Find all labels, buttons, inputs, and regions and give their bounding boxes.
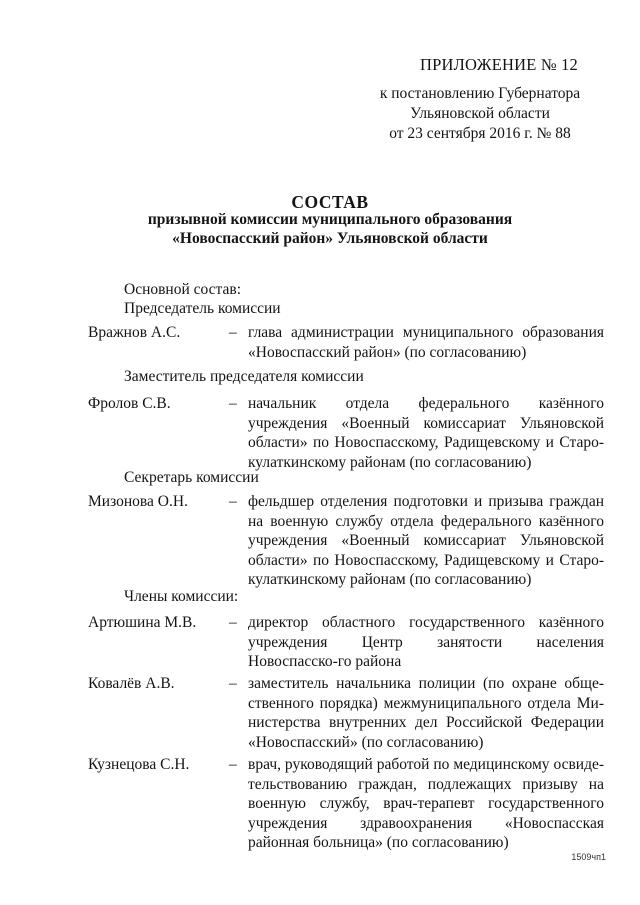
member-dash: –	[229, 614, 237, 631]
document-title: СОСТАВ	[291, 192, 369, 212]
section-chairman: Председатель комиссии	[124, 300, 281, 317]
member-description: фельдшер отделения подготовки и призыва граждан на военную службу отдела федерального казённого учреждения «Военный комиссариат Ульяновской области» по Новоспасскому, Радищевскому и Старо-кулаткинскому районам (по согласованию)	[248, 493, 604, 588]
decree-reference	[360, 84, 600, 144]
decree-line: Ульяновской области	[410, 105, 550, 122]
decree-line: от 23 сентября 2016 г. № 88	[389, 125, 571, 142]
member-name: Фролов С.В.	[88, 395, 171, 412]
member-description: начальник отдела федерального казённого учреждения «Военный комиссариат Ульяновской области» по Новоспасскому, Радищевскому и Старо-кулаткинскому районам (по согласованию)	[248, 395, 604, 471]
member-dash: –	[229, 756, 237, 773]
section-main: Основной состав:	[124, 281, 242, 298]
member-description: директор областного государственного казённого учреждения Центр занятости населения Новоспасско-го района	[248, 614, 604, 670]
member-dash: –	[229, 324, 237, 341]
member-dash: –	[229, 493, 237, 510]
decree-line: к постановлению Губернатора	[379, 85, 581, 102]
member-name: Артюшина М.В.	[88, 614, 197, 631]
document-code: 1509чп1	[571, 852, 606, 862]
subtitle-line: «Новоспасский район» Ульяновской области	[172, 230, 488, 247]
member-description: заместитель начальника полиции (по охране обще-ственного порядка) межмуниципального отдела Ми-нистерства внутренних дел Российской Федерации «Новоспасский» (по согласованию)	[248, 675, 604, 751]
member-description: врач, руководящий работой по медицинскому освиде-тельствованию граждан, подлежащих призыву на военную службу, врач-терапевт государственного учреждения здравоохранения «Новоспасская районная больница» (по согласованию)	[248, 756, 604, 851]
member-dash: –	[229, 675, 237, 692]
member-dash: –	[229, 395, 237, 412]
annex-number: ПРИЛОЖЕНИЕ № 12	[420, 55, 578, 74]
section-members: Члены комиссии:	[124, 588, 239, 605]
member-name: Ковалёв А.В.	[88, 675, 175, 692]
subtitle-line: призывной комиссии муниципального образования	[147, 211, 513, 228]
member-description: глава администрации муниципального образования «Новоспасский район» (по согласованию)	[248, 324, 604, 361]
member-name: Кузнецова С.Н.	[88, 756, 190, 773]
document-subtitle	[10, 210, 640, 248]
member-name: Мизонова О.Н.	[88, 493, 188, 510]
section-deputy: Заместитель председателя комиссии	[124, 368, 364, 385]
member-name: Вражнов А.С.	[88, 324, 181, 341]
section-secretary: Секретарь комиссии	[124, 469, 259, 486]
